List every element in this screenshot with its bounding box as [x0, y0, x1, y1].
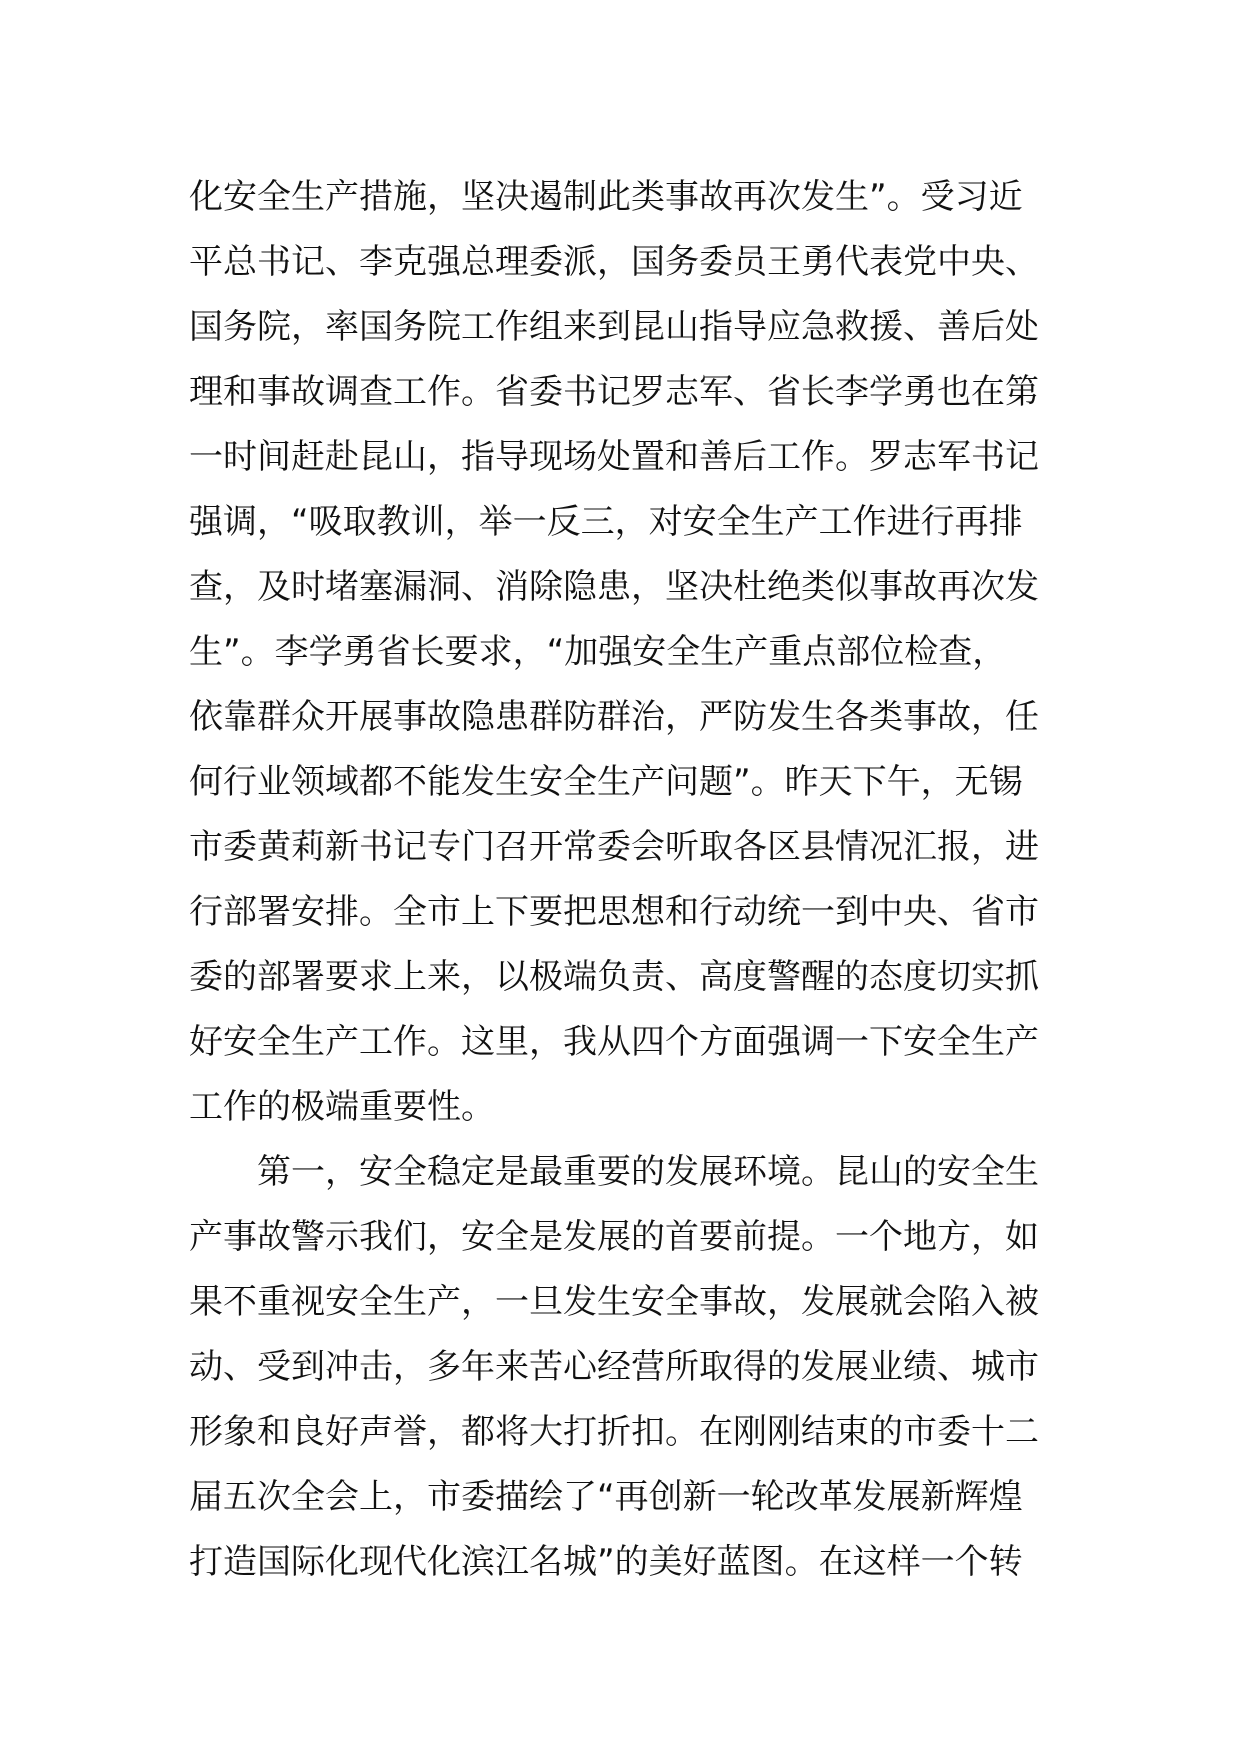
text-line: 何行业领域都不能发生安全生产问题”。昨天下午，无锡: [189, 762, 1023, 802]
text-line: 委的部署要求上来，以极端负责、高度警醒的态度切实抓: [189, 957, 1039, 997]
text-line: 理和事故调查工作。省委书记罗志军、省长李学勇也在第: [189, 372, 1039, 412]
text-line: 行部署安排。全市上下要把思想和行动统一到中央、省市: [189, 892, 1039, 932]
text-line: 打造国际化现代化滨江名城”的美好蓝图。在这样一个转: [189, 1542, 1023, 1582]
text-line: 届五次全会上，市委描绘了“再创新一轮改革发展新辉煌: [189, 1477, 1023, 1517]
paragraph-start-line: 第一，安全稳定是最重要的发展环境。昆山的安全生: [257, 1152, 1039, 1192]
text-line: 形象和良好声誉，都将大打折扣。在刚刚结束的市委十二: [189, 1412, 1039, 1452]
text-line: 化安全生产措施，坚决遏制此类事故再次发生”。受习近: [189, 177, 1023, 217]
text-line: 生”。李学勇省长要求，“加强安全生产重点部位检查，: [189, 632, 1007, 672]
text-line: 产事故警示我们，安全是发展的首要前提。一个地方，如: [189, 1217, 1039, 1257]
text-line: 平总书记、李克强总理委派，国务委员王勇代表党中央、: [189, 242, 1039, 282]
text-line: 动、受到冲击，多年来苦心经营所取得的发展业绩、城市: [189, 1347, 1039, 1387]
text-line: 一时间赶赴昆山，指导现场处置和善后工作。罗志军书记: [189, 437, 1039, 477]
text-line: 好安全生产工作。这里，我从四个方面强调一下安全生产: [189, 1022, 1039, 1062]
text-line: 市委黄莉新书记专门召开常委会听取各区县情况汇报，进: [189, 827, 1039, 867]
text-line: 强调，“吸取教训，举一反三，对安全生产工作进行再排: [189, 502, 1023, 542]
text-line: 工作的极端重要性。: [189, 1087, 495, 1127]
body-text: [189, 165, 1069, 1595]
text-line: 国务院，率国务院工作组来到昆山指导应急救援、善后处: [189, 307, 1039, 347]
text-line: 依靠群众开展事故隐患群防群治，严防发生各类事故，任: [189, 697, 1039, 737]
text-line: 果不重视安全生产，一旦发生安全事故，发展就会陷入被: [189, 1282, 1039, 1322]
text-line: 查，及时堵塞漏洞、消除隐患，坚决杜绝类似事故再次发: [189, 567, 1039, 607]
